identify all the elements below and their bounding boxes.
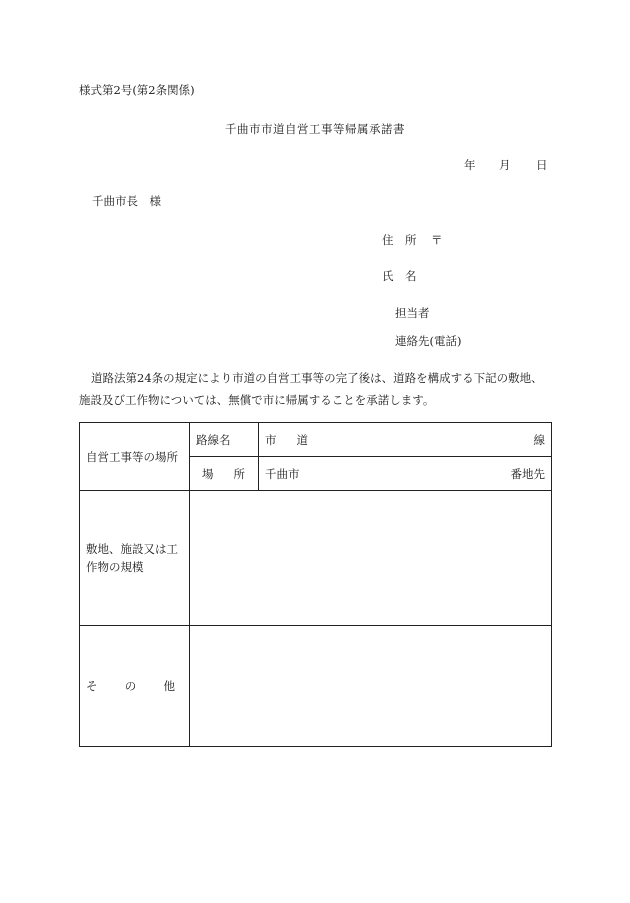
other-label-cell bbox=[80, 626, 190, 747]
address-suffix: 番地先 bbox=[510, 466, 545, 481]
other-label-part-3: 他 bbox=[163, 679, 175, 693]
route-suffix: 線 bbox=[533, 432, 545, 447]
table-row-route bbox=[80, 423, 552, 457]
table-row-other bbox=[80, 626, 552, 747]
scale-label: 敷地、施設又は工作物の規模 bbox=[86, 542, 178, 574]
route-prefix-road: 道 bbox=[296, 432, 308, 447]
form-number: 様式第2号(第2条関係) bbox=[79, 83, 195, 97]
place-label-part-1: 場 bbox=[202, 466, 214, 481]
date-day-label: 日 bbox=[536, 158, 548, 172]
date-month-label: 月 bbox=[499, 158, 511, 172]
body-text-line-2: 施設及び工作物については、無償で市に帰属することを承諾します。 bbox=[79, 393, 435, 407]
scale-field[interactable] bbox=[190, 491, 552, 626]
city-name: 千曲市 bbox=[265, 466, 300, 481]
addressee: 千曲市長 様 bbox=[92, 194, 161, 208]
other-label-part-2: の bbox=[124, 679, 137, 693]
address-label: 住 所 bbox=[382, 233, 417, 247]
place-label-part-2: 所 bbox=[233, 466, 245, 481]
other-field[interactable] bbox=[190, 626, 552, 747]
scale-label-cell bbox=[80, 491, 190, 626]
body-text-line-1: 道路法第24条の規定により市道の自営工事等の完了後は、道路を構成する下記の敷地、 bbox=[91, 371, 543, 385]
form-table bbox=[79, 422, 552, 747]
contact-person-label: 担当者 bbox=[395, 306, 430, 320]
location-label-cell bbox=[80, 423, 190, 491]
page-title: 千曲市市道自営工事等帰属承諾書 bbox=[225, 122, 405, 136]
route-name-field[interactable] bbox=[259, 423, 552, 457]
route-name-label: 路線名 bbox=[196, 432, 231, 447]
table-row-scale bbox=[80, 491, 552, 626]
place-field[interactable] bbox=[259, 457, 552, 491]
route-name-label-cell bbox=[190, 423, 259, 457]
postal-mark: 〒 bbox=[431, 233, 443, 247]
other-label-part-1: そ bbox=[86, 679, 98, 693]
location-label: 自営工事等の場所 bbox=[86, 449, 178, 464]
route-prefix-city: 市 bbox=[265, 432, 277, 447]
contact-phone-label: 連絡先(電話) bbox=[395, 334, 462, 348]
place-label-cell bbox=[190, 457, 259, 491]
date-year-label: 年 bbox=[464, 158, 476, 172]
name-label: 氏 名 bbox=[382, 269, 417, 283]
